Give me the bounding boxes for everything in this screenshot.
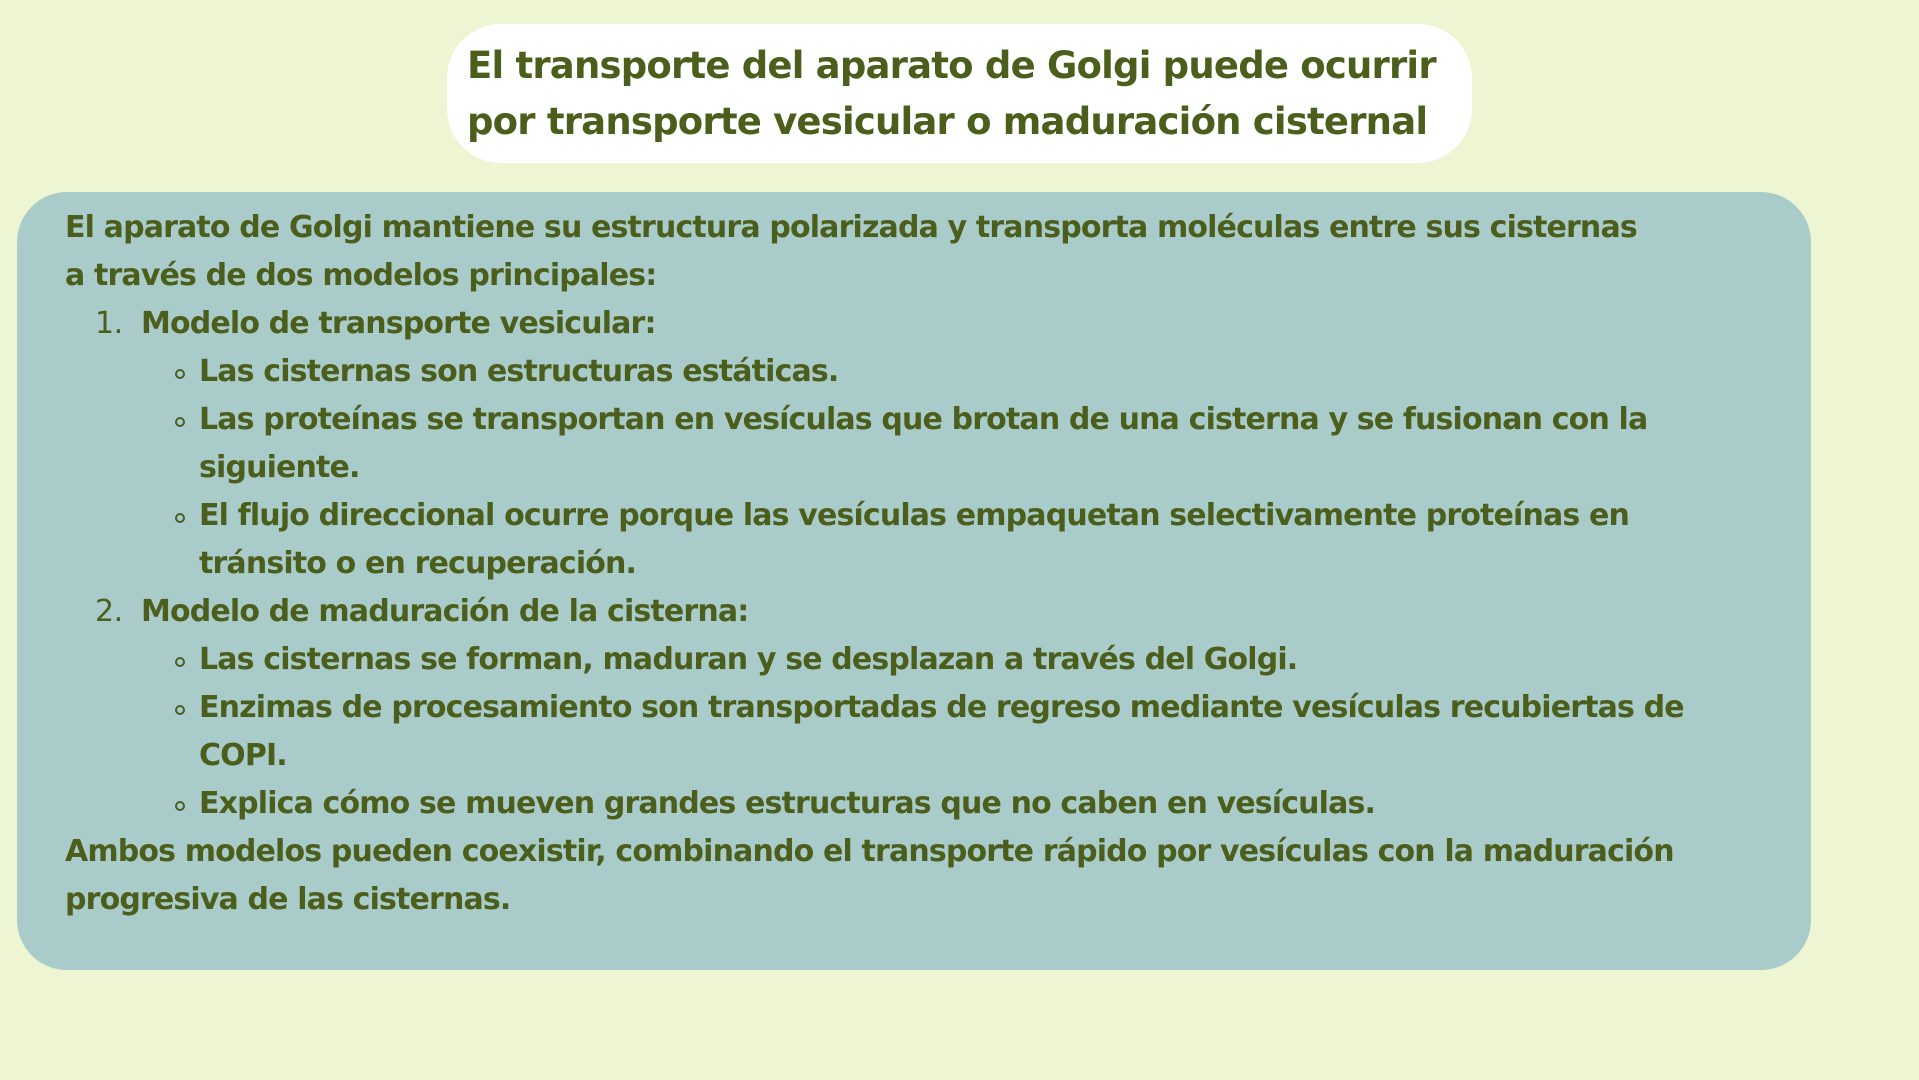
content-box [17, 192, 1811, 970]
model-2-bullet-2 [65, 684, 1791, 732]
model-1-heading [65, 300, 1791, 348]
bullet-text: Las cisternas son estructuras estáticas. [199, 354, 839, 389]
intro-line-2: a través de dos modelos principales: [65, 258, 657, 293]
bullet-text: Enzimas de procesamiento son transportadas de regreso mediante vesículas recubiertas de [199, 690, 1684, 725]
title-box [447, 24, 1472, 163]
bullet-text: El flujo direccional ocurre porque las vesículas empaquetan selectivamente proteínas en [199, 498, 1629, 533]
conclusion-line-2: progresiva de las cisternas. [65, 882, 511, 917]
model-1-bullet-1 [65, 348, 1791, 396]
list-number: 1. [95, 306, 123, 341]
bullet-text: Las cisternas se forman, maduran y se desplazan a través del Golgi. [199, 642, 1298, 677]
bullet-text: Las proteínas se transportan en vesículas que brotan de una cisterna y se fusionan con la [199, 402, 1648, 437]
hollow-bullet-icon [175, 657, 185, 667]
model-1-bullet-3-cont: tránsito o en recuperación. [199, 546, 637, 581]
model-2-bullet-3 [65, 780, 1791, 828]
hollow-bullet-icon [175, 801, 185, 811]
model-2-heading [65, 588, 1791, 636]
model-heading-text: Modelo de transporte vesicular: [141, 306, 656, 341]
model-1-bullet-2-cont: siguiente. [199, 450, 360, 485]
intro-line-1: El aparato de Golgi mantiene su estructura polarizada y transporta moléculas entre sus cisternas [65, 210, 1637, 245]
model-1-bullet-2 [65, 396, 1791, 444]
model-2-bullet-2-cont: COPI. [199, 738, 287, 773]
hollow-bullet-icon [175, 417, 185, 427]
list-number: 2. [95, 594, 123, 629]
title-line-1: El transporte del aparato de Golgi puede ocurrir [467, 44, 1436, 87]
bullet-text: Explica cómo se mueven grandes estructuras que no caben en vesículas. [199, 786, 1376, 821]
hollow-bullet-icon [175, 369, 185, 379]
title-line-2: por transporte vesicular o maduración cisternal [467, 100, 1428, 143]
conclusion-line-1: Ambos modelos pueden coexistir, combinando el transporte rápido por vesículas con la maduración [65, 834, 1674, 869]
model-1-bullet-3 [65, 492, 1791, 540]
model-heading-text: Modelo de maduración de la cisterna: [141, 594, 749, 629]
hollow-bullet-icon [175, 705, 185, 715]
hollow-bullet-icon [175, 513, 185, 523]
model-2-bullet-1 [65, 636, 1791, 684]
